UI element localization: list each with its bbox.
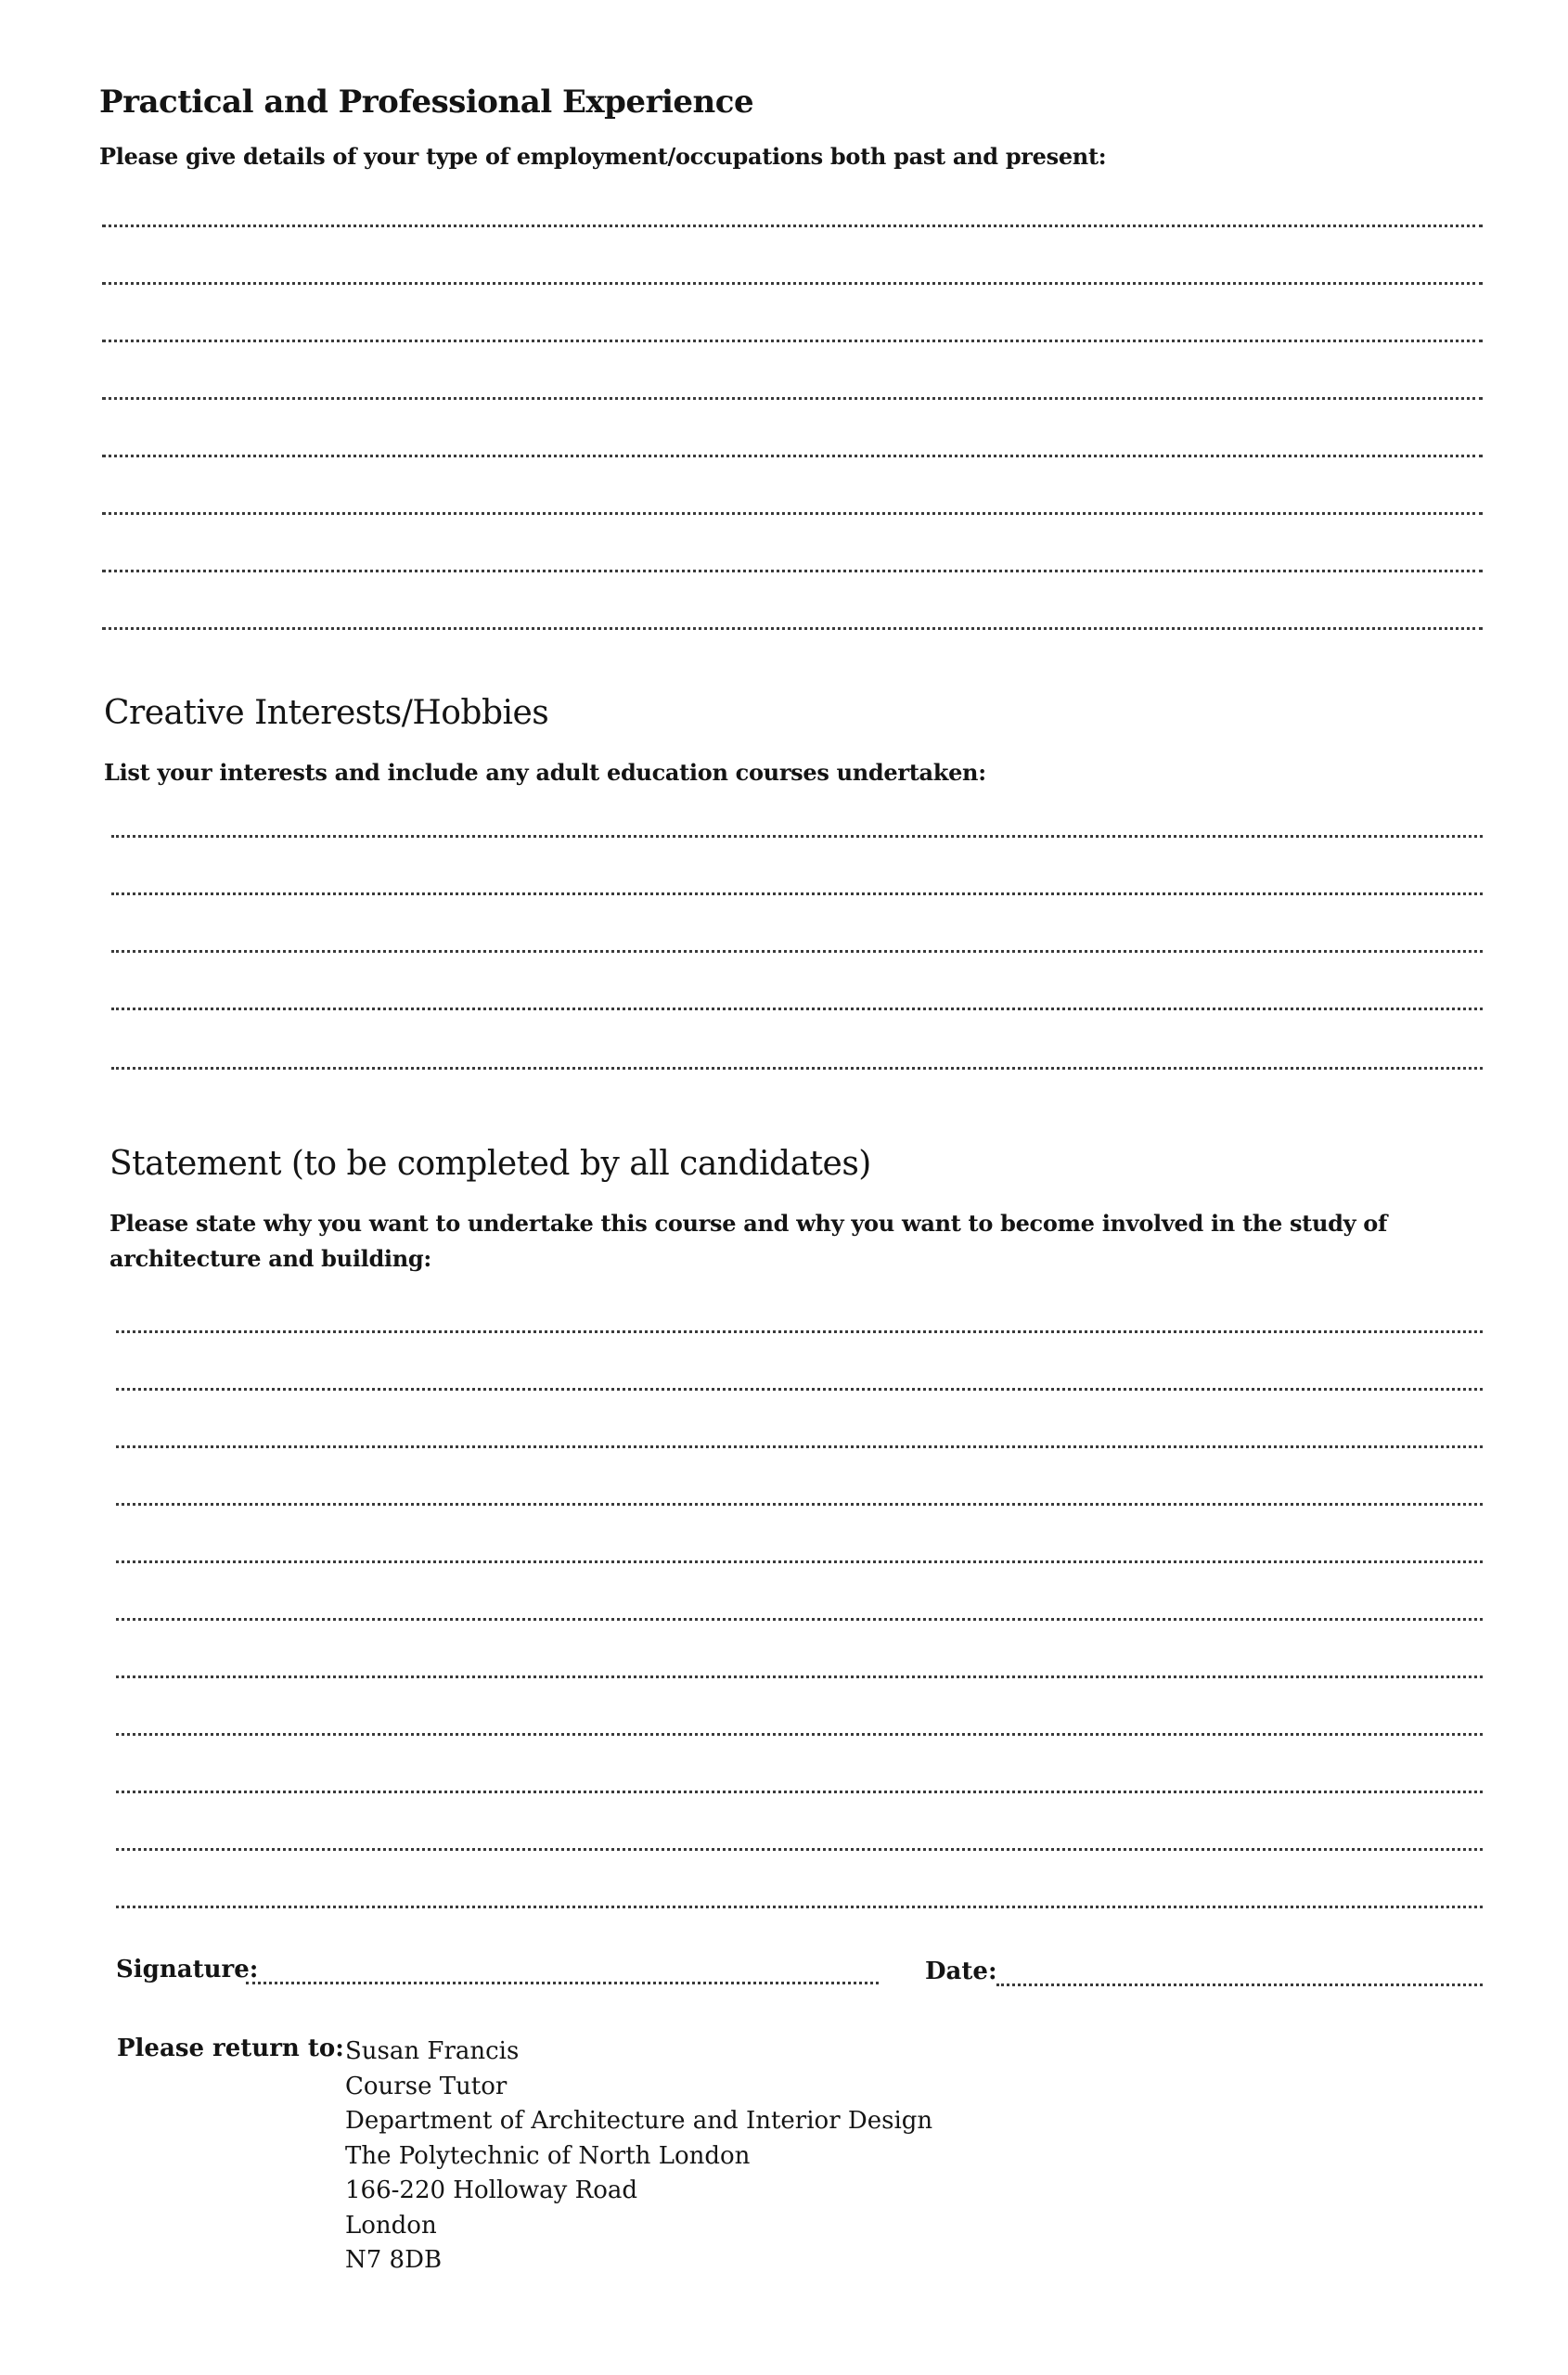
statement-line-6[interactable] [116, 1618, 1483, 1621]
return-address [345, 2035, 932, 2279]
statement-line-8[interactable] [116, 1733, 1483, 1736]
statement-line-11[interactable] [116, 1906, 1483, 1908]
address-line-city: London [345, 2211, 437, 2240]
statement-line-2[interactable] [116, 1388, 1483, 1391]
statement-line-3[interactable] [116, 1445, 1483, 1448]
practical-experience-line-3[interactable] [102, 340, 1483, 342]
practical-experience-line-4[interactable] [102, 397, 1483, 400]
statement-line-7[interactable] [116, 1675, 1483, 1678]
signature-label: Signature: [116, 1956, 259, 1983]
return-label: Please return to: [117, 2035, 344, 2062]
creative-interests-line-2[interactable] [111, 892, 1483, 895]
practical-experience-line-2[interactable] [102, 282, 1483, 285]
address-line-name: Susan Francis [345, 2037, 520, 2065]
date-label: Date: [925, 1958, 997, 1985]
statement-line-1[interactable] [116, 1330, 1483, 1333]
statement-heading: Statement (to be completed by all candidates) [109, 1145, 871, 1183]
creative-interests-line-3[interactable] [111, 950, 1483, 953]
practical-experience-heading: Practical and Professional Experience [99, 83, 754, 121]
signature-field[interactable] [246, 1982, 879, 1984]
address-line-role: Course Tutor [345, 2072, 508, 2100]
statement-line-10[interactable] [116, 1848, 1483, 1851]
creative-interests-line-1[interactable] [111, 835, 1483, 838]
address-line-street: 166-220 Holloway Road [345, 2176, 637, 2204]
practical-experience-instruction: Please give details of your type of employment/occupations both past and present: [99, 143, 1107, 170]
address-line-institution: The Polytechnic of North London [345, 2141, 751, 2170]
statement-line-4[interactable] [116, 1503, 1483, 1506]
creative-interests-heading: Creative Interests/Hobbies [104, 694, 549, 732]
address-line-postcode: N7 8DB [345, 2246, 443, 2274]
statement-instruction: Please state why you want to undertake this course and why you want to become involved in the study of architecture and building: [109, 1210, 1388, 1272]
practical-experience-line-7[interactable] [102, 570, 1483, 572]
date-field[interactable] [996, 1983, 1483, 1986]
address-line-department: Department of Architecture and Interior Design [345, 2107, 933, 2135]
creative-interests-instruction: List your interests and include any adult education courses undertaken: [104, 759, 986, 786]
practical-experience-line-6[interactable] [102, 512, 1483, 515]
practical-experience-line-5[interactable] [102, 455, 1483, 457]
practical-experience-line-1[interactable] [102, 225, 1483, 227]
creative-interests-line-5[interactable] [111, 1067, 1483, 1070]
statement-line-5[interactable] [116, 1560, 1483, 1563]
statement-line-9[interactable] [116, 1791, 1483, 1793]
creative-interests-line-4[interactable] [111, 1008, 1483, 1010]
practical-experience-line-8[interactable] [102, 627, 1483, 630]
